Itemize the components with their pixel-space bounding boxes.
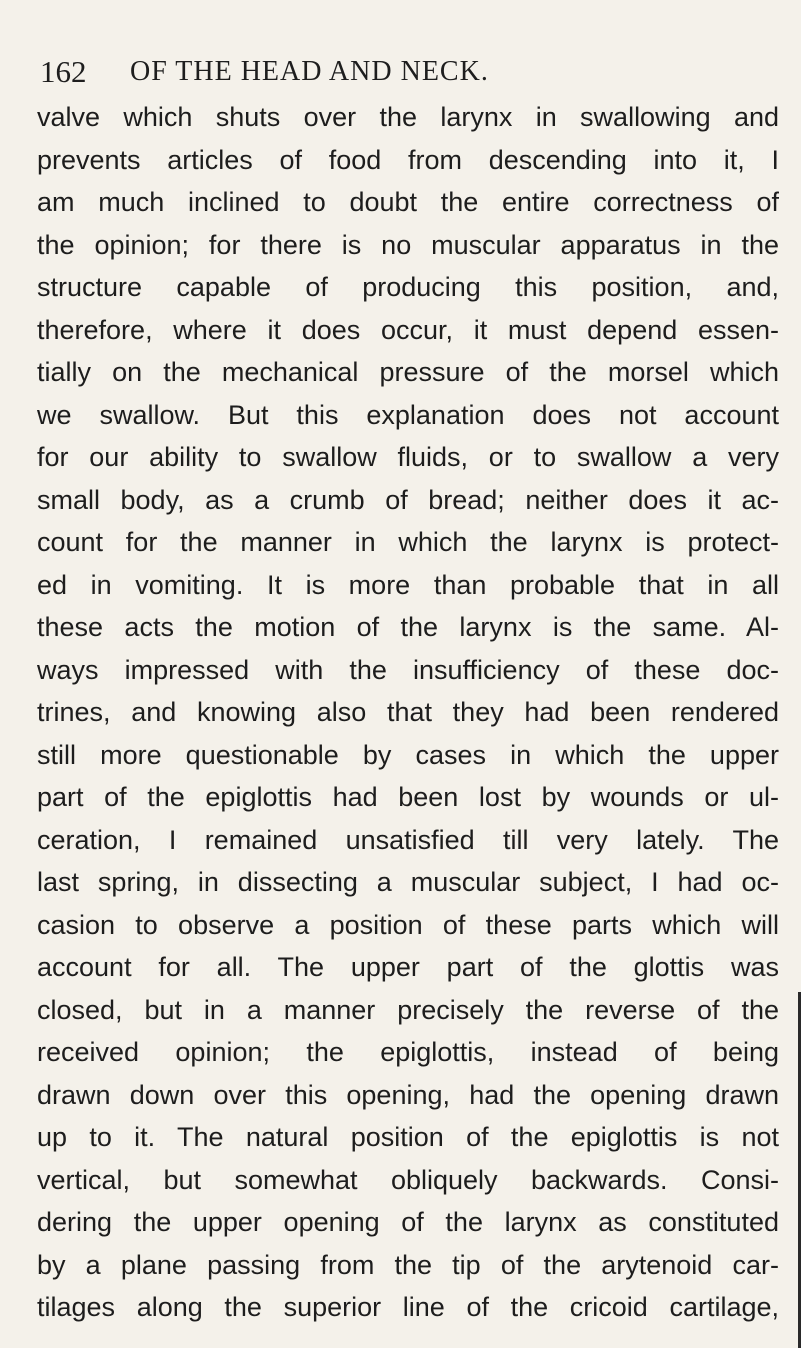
text-line: valve which shuts over the larynx in swallowing and [37, 102, 779, 132]
text-line: vertical, but somewhat obliquely backwards. Consi- [37, 1164, 779, 1195]
text-line: received opinion; the epiglottis, instead of being [37, 1037, 779, 1067]
text-line: by a plane passing from the tip of the arytenoid car- [37, 1249, 779, 1280]
text-line: the opinion; for there is no muscular apparatus in the [37, 229, 779, 260]
text-line: for our ability to swallow fluids, or to swallow a very [37, 442, 779, 472]
text-line: account for all. The upper part of the glottis was [37, 952, 779, 982]
text-line: small body, as a crumb of bread; neither does it ac- [37, 484, 779, 515]
running-head: OF THE HEAD AND NECK. [130, 56, 489, 87]
text-line: ed in vomiting. It is more than probable that in all [37, 569, 779, 600]
text-line: last spring, in dissecting a muscular subject, I had oc- [37, 867, 779, 897]
page-header [40, 50, 760, 94]
text-line: still more questionable by cases in which the upper [37, 739, 779, 770]
text-line: count for the manner in which the larynx is protect- [37, 527, 779, 557]
text-line: trines, and knowing also that they had been rendered [37, 697, 779, 727]
text-line: structure capable of producing this position, and, [37, 272, 779, 302]
page-number: 162 [40, 54, 87, 89]
text-line: ceration, I remained unsatisfied till very lately. The [37, 824, 779, 855]
body-text [37, 96, 779, 1329]
text-line: these acts the motion of the larynx is the same. Al- [37, 612, 779, 642]
text-line: casion to observe a position of these parts which will [37, 909, 779, 940]
text-line: tilages along the superior line of the cricoid cartilage, [37, 1292, 779, 1322]
text-line: ways impressed with the insufficiency of these doc- [37, 654, 779, 685]
text-line: am much inclined to doubt the entire correctness of [37, 187, 779, 217]
text-line: we swallow. But this explanation does not account [37, 399, 779, 430]
text-line: prevents articles of food from descending into it, I [37, 144, 779, 175]
text-line: part of the epiglottis had been lost by wounds or ul- [37, 782, 779, 812]
text-line: tially on the mechanical pressure of the morsel which [37, 357, 779, 387]
text-line: drawn down over this opening, had the opening drawn [37, 1079, 779, 1110]
text-line: closed, but in a manner precisely the reverse of the [37, 994, 779, 1025]
text-line: up to it. The natural position of the epiglottis is not [37, 1122, 779, 1152]
text-line: dering the upper opening of the larynx as constituted [37, 1207, 779, 1237]
text-line: therefore, where it does occur, it must depend essen- [37, 314, 779, 345]
